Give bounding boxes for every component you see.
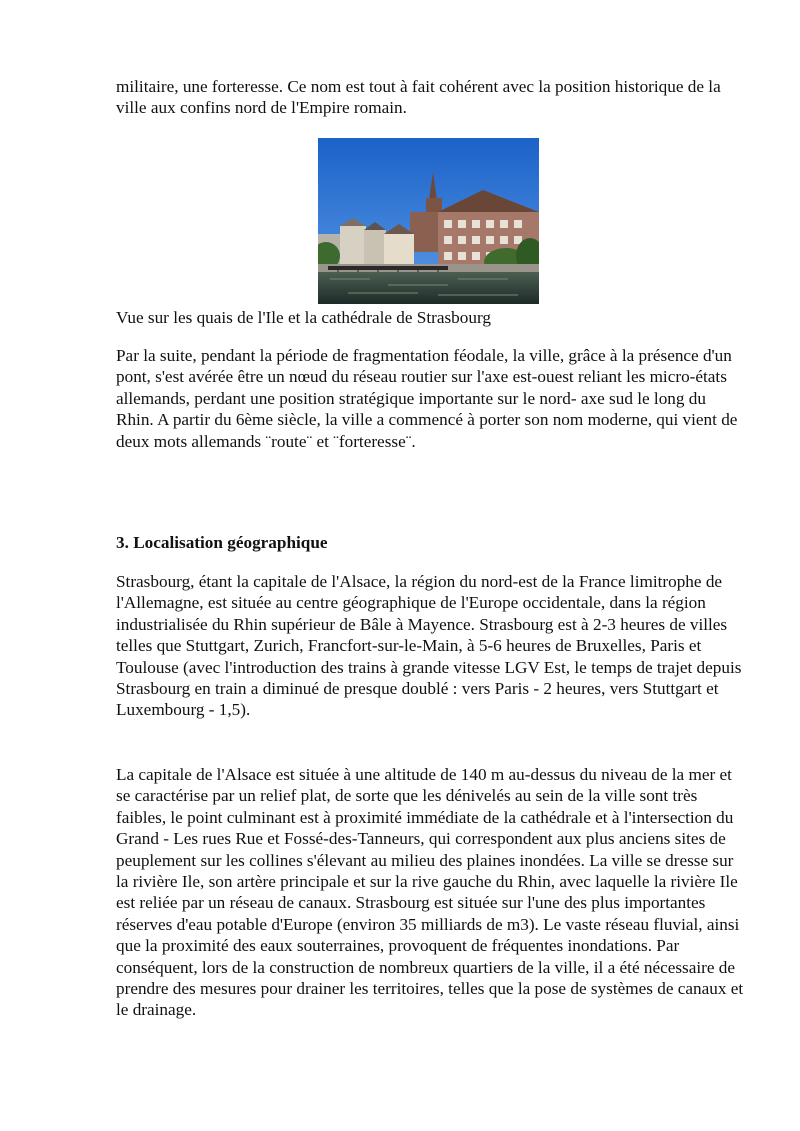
- paragraph-intro-tail: militaire, une forteresse. Ce nom est tout à fait cohérent avec la position historique de la ville aux confins nord de l'Empire romain.: [116, 77, 721, 118]
- paragraph-altitude: La capitale de l'Alsace est située à une altitude de 140 m au-dessus du niveau de la mer et se caractérise par un relief plat, de sorte que les dénivelés au sein de la ville sont très faibles, le point culminant est à proximité immédiate de la cathédrale et à l'intersection du Grand - Les rues Rue et Fossé-des-Tanneurs, qui correspondent aux plus anciens sites de peuplement sur les collines s'élevant au milieu des plaines inondées. La ville se dresse sur la rivière Ile, son artère principale et sur la rive gauche du Rhin, avec laquelle la rivière Ile est reliée par un réseau de canaux. Strasbourg est située sur l'une des plus importantes réserves d'eau potable d'Europe (environ 35 milliards de m3). Le vaste réseau fluvial, ainsi que la proximité des eaux souterraines, provoquent de fréquentes inondations. Par conséquent, lors de la construction de nombreux quartiers de la ville, il a été nécessaire de prendre des mesures pour drainer les territoires, telles que la pose de systèmes de canaux et le drainage.: [116, 765, 744, 1020]
- strasbourg-photo: [318, 138, 539, 304]
- paragraph-location: Strasbourg, étant la capitale de l'Alsace, la région du nord-est de la France limitrophe de l'Allemagne, est située au centre géographique de l'Europe occidentale, dans la région industrialisée du Rhin supérieur de Bâle à Mayence. Strasbourg est à 2-3 heures de villes telles que Stuttgart, Zurich, Francfort-sur-le-Main, à 5-6 heures de Bruxelles, Paris et Toulouse (avec l'introduction des trains à grande vitesse LGV Est, le temps de trajet depuis Strasbourg en train a diminué de presque doublé : vers Paris - 2 heures, vers Stuttgart et Luxembourg - 1,5).: [116, 572, 742, 720]
- photo-caption: Vue sur les quais de l'Ile et la cathédrale de Strasbourg: [116, 308, 491, 327]
- paragraph-fragmentation: Par la suite, pendant la période de fragmentation féodale, la ville, grâce à la présence d'un pont, s'est avérée être un nœud du réseau routier sur l'axe est-ouest reliant les micro-états allemands, perdant une position stratégique importante sur le nord- axe sud le long du Rhin. A partir du 6ème siècle, la ville a commencé à porter son nom moderne, qui vient de deux mots allemands ¨route¨ et ¨forteresse¨.: [116, 346, 738, 451]
- section-heading: 3. Localisation géographique: [116, 533, 328, 552]
